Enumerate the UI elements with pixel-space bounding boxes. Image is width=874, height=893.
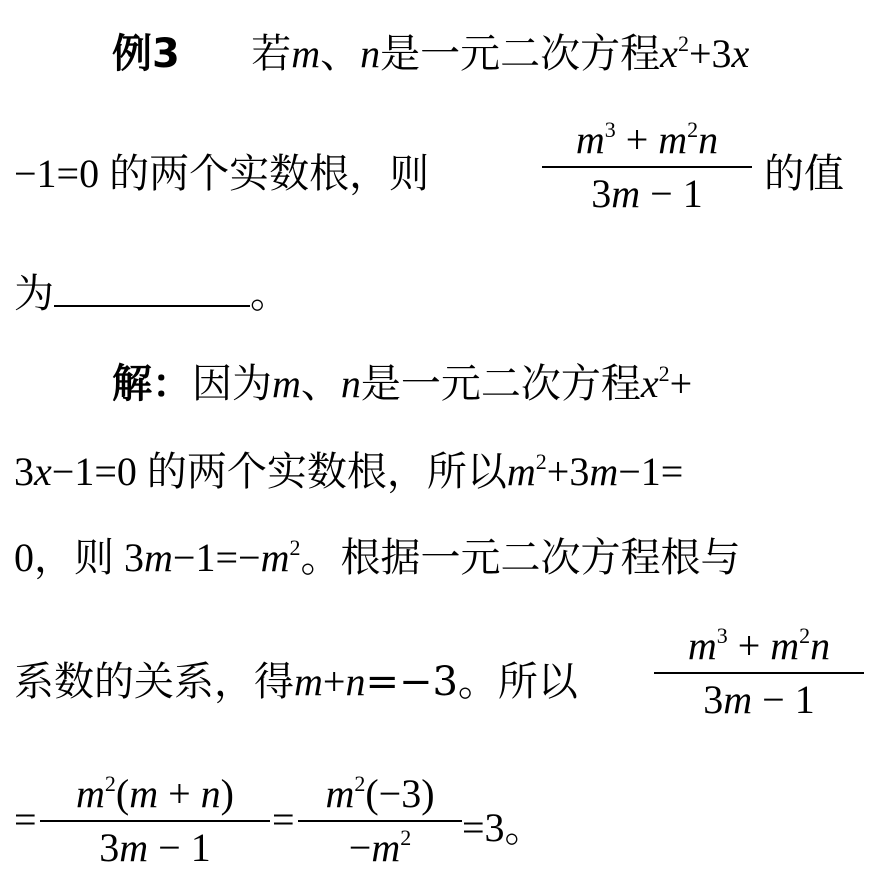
fraction-substituted bbox=[298, 772, 462, 870]
var-m: m bbox=[76, 771, 105, 816]
var-m: m bbox=[119, 825, 149, 870]
exponent: 2 bbox=[400, 825, 412, 850]
var-x: x bbox=[34, 449, 52, 494]
plus: + bbox=[727, 623, 771, 668]
text: 是一元二次方程 bbox=[360, 361, 641, 407]
solution-line-1 bbox=[112, 352, 692, 409]
text: 的值 bbox=[764, 151, 844, 197]
exponent: 3 bbox=[604, 117, 616, 142]
equals-sign bbox=[272, 796, 295, 843]
var-m: m bbox=[658, 117, 688, 162]
fraction-bar bbox=[654, 672, 864, 674]
fraction-denominator bbox=[40, 826, 270, 870]
exponent: 2 bbox=[289, 535, 301, 560]
equals-sign bbox=[14, 796, 37, 843]
text: −1=0 的两个实数根，所以 bbox=[51, 449, 507, 494]
var-m: m bbox=[723, 677, 753, 722]
minus: − bbox=[348, 825, 372, 870]
solution-line-2 bbox=[14, 440, 683, 497]
answer-blank[interactable] bbox=[54, 265, 250, 307]
exponent: 2 bbox=[658, 361, 670, 386]
fraction-numerator bbox=[40, 772, 270, 816]
text: 。 bbox=[250, 271, 290, 317]
example-line-1 bbox=[112, 22, 749, 79]
var-x: x bbox=[660, 31, 678, 76]
fraction-denominator bbox=[654, 678, 864, 722]
example-label: 例3 bbox=[112, 31, 180, 77]
exponent: 2 bbox=[535, 449, 547, 474]
var-n: n bbox=[200, 771, 221, 816]
fraction-numerator bbox=[542, 118, 752, 162]
var-n: n bbox=[345, 659, 366, 704]
digit: 3 bbox=[591, 171, 612, 216]
var-m: m bbox=[687, 623, 717, 668]
exponent: 2 bbox=[677, 31, 689, 56]
equals: = bbox=[14, 797, 37, 842]
fraction-question bbox=[542, 118, 752, 216]
var-m: m bbox=[294, 659, 323, 704]
var-m: m bbox=[325, 771, 355, 816]
text: 、 bbox=[320, 31, 361, 77]
text: 。根据一元二次方程根与 bbox=[300, 535, 741, 581]
fraction-numerator bbox=[298, 772, 462, 816]
text: +3 bbox=[688, 31, 732, 76]
text: 若 bbox=[251, 31, 292, 77]
var-m: m bbox=[272, 361, 301, 406]
exponent: 2 bbox=[354, 771, 366, 796]
var-m: m bbox=[291, 31, 321, 76]
var-m: m bbox=[611, 171, 641, 216]
solution-line-4 bbox=[14, 650, 578, 707]
var-m: m bbox=[589, 449, 619, 494]
text: 3 bbox=[14, 449, 34, 494]
fraction-denominator bbox=[298, 826, 462, 870]
var-m: m bbox=[129, 771, 159, 816]
fraction-bar bbox=[542, 166, 752, 168]
equals: = bbox=[272, 797, 295, 842]
exponent: 2 bbox=[799, 623, 811, 648]
fraction-bar bbox=[40, 820, 270, 822]
text: 是一元二次方程 bbox=[380, 31, 661, 77]
text: 为 bbox=[14, 271, 54, 317]
plus: + bbox=[615, 117, 659, 162]
fraction-factored bbox=[40, 772, 270, 870]
text: − 1 bbox=[752, 677, 815, 722]
paren: ) bbox=[220, 771, 234, 816]
var-m: m bbox=[260, 535, 290, 580]
text: − 1 bbox=[640, 171, 703, 216]
solution-line-3 bbox=[14, 526, 740, 583]
var-m: m bbox=[144, 535, 173, 580]
fraction-numerator bbox=[654, 624, 864, 668]
text: 0，则 3 bbox=[14, 535, 144, 580]
text: − 1 bbox=[148, 825, 211, 870]
paren: ( bbox=[115, 771, 130, 816]
text: 因为 bbox=[192, 361, 272, 407]
fraction-bar bbox=[298, 820, 462, 822]
fraction-denominator bbox=[542, 172, 752, 216]
text: −1=− bbox=[172, 535, 261, 580]
exponent: 3 bbox=[716, 623, 728, 648]
var-n: n bbox=[810, 623, 831, 668]
var-n: n bbox=[360, 31, 381, 76]
text: =−3。所以 bbox=[365, 659, 578, 705]
text: 、 bbox=[300, 361, 341, 407]
final-result bbox=[462, 796, 545, 853]
var-m: m bbox=[371, 825, 401, 870]
digit: 3 bbox=[99, 825, 120, 870]
example-line-2 bbox=[14, 142, 429, 199]
solution-label: 解： bbox=[112, 361, 192, 407]
var-n: n bbox=[698, 117, 719, 162]
example-line-3 bbox=[14, 262, 290, 319]
var-m: m bbox=[770, 623, 800, 668]
text: −1=0 的两个实数根，则 bbox=[14, 151, 430, 196]
var-x: x bbox=[640, 361, 659, 406]
text: +3 bbox=[546, 449, 590, 494]
text: + bbox=[322, 659, 346, 704]
text: + bbox=[669, 361, 693, 406]
exponent: 2 bbox=[687, 117, 699, 142]
exponent: 2 bbox=[104, 771, 116, 796]
fraction-expression bbox=[654, 624, 864, 722]
digit: 3 bbox=[703, 677, 724, 722]
var-m: m bbox=[506, 449, 536, 494]
text: −1= bbox=[618, 449, 684, 494]
text: 系数的关系，得 bbox=[14, 659, 294, 705]
example-line-2-end bbox=[764, 142, 844, 199]
text: (−3) bbox=[365, 771, 435, 816]
plus: + bbox=[158, 771, 201, 816]
text: =3。 bbox=[462, 805, 545, 850]
var-n: n bbox=[340, 361, 361, 406]
var-m: m bbox=[575, 117, 605, 162]
var-x: x bbox=[731, 31, 750, 76]
